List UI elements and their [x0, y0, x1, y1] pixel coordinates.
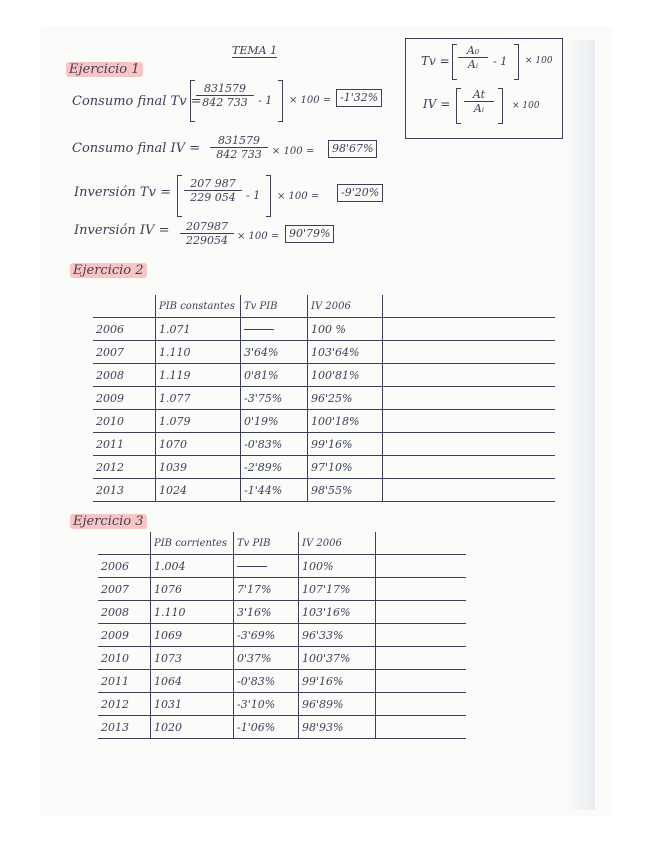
table-row — [93, 433, 555, 456]
cell-year: 2011 — [93, 433, 156, 456]
cell-empty — [376, 624, 467, 647]
table-row — [98, 716, 466, 739]
ex1-row4-numerator: 207987 — [180, 220, 234, 234]
table-row — [93, 456, 555, 479]
ex1-row3-fraction — [184, 177, 242, 204]
header-tv: Tv PIB — [241, 295, 308, 318]
table-header-row — [93, 295, 555, 318]
cell-pib: 1073 — [151, 647, 234, 670]
cell-empty — [383, 479, 556, 502]
header-empty — [376, 532, 467, 555]
table-row — [98, 647, 466, 670]
ex1-row2-label: Consumo final IV = — [72, 141, 201, 156]
table-row — [93, 318, 555, 341]
cell-pib: 1.077 — [156, 387, 241, 410]
table-row — [93, 364, 555, 387]
ex1-row1-fraction — [196, 82, 254, 109]
table-row — [98, 578, 466, 601]
cell-iv: 103'64% — [308, 341, 383, 364]
cell-iv: 99'16% — [299, 670, 376, 693]
cell-year: 2008 — [93, 364, 156, 387]
cell-pib: 1.110 — [156, 341, 241, 364]
table-row — [98, 555, 466, 578]
header-iv: IV 2006 — [308, 295, 383, 318]
cell-pib: 1039 — [156, 456, 241, 479]
cell-pib: 1031 — [151, 693, 234, 716]
cell-tv: -2'89% — [241, 456, 308, 479]
dash-mark — [237, 566, 267, 567]
formula-tv-multiplier: × 100 — [525, 56, 553, 66]
cell-iv: 96'25% — [308, 387, 383, 410]
ex1-row1-multiplier: × 100 = — [289, 95, 332, 106]
cell-iv: 96'33% — [299, 624, 376, 647]
formula-iv-label: IV = — [423, 97, 451, 111]
cell-iv: 107'17% — [299, 578, 376, 601]
cell-tv: 0'37% — [234, 647, 299, 670]
cell-iv: 96'89% — [299, 693, 376, 716]
cell-iv: 100'18% — [308, 410, 383, 433]
cell-tv — [234, 555, 299, 578]
cell-year: 2013 — [98, 716, 151, 739]
cell-year: 2006 — [98, 555, 151, 578]
table-row — [93, 410, 555, 433]
ex1-row3-result: -9'20% — [337, 184, 383, 202]
cell-iv: 100% — [299, 555, 376, 578]
formula-tv-minus-one: - 1 — [493, 55, 508, 68]
cell-tv: -1'06% — [234, 716, 299, 739]
ex1-row3-multiplier: × 100 = — [277, 191, 320, 202]
cell-tv: 3'64% — [241, 341, 308, 364]
ex1-row4-result: 90'79% — [285, 225, 334, 243]
cell-year: 2010 — [93, 410, 156, 433]
cell-empty — [376, 716, 467, 739]
cell-year: 2007 — [93, 341, 156, 364]
table-row — [93, 479, 555, 502]
cell-tv — [241, 318, 308, 341]
ex1-row2-fraction — [210, 134, 268, 161]
cell-empty — [383, 410, 556, 433]
table-row — [98, 670, 466, 693]
cell-tv: 0'19% — [241, 410, 308, 433]
table-row — [98, 624, 466, 647]
cell-empty — [383, 318, 556, 341]
formula-iv-fraction — [464, 88, 494, 115]
ex1-row1-numerator: 831579 — [196, 82, 254, 96]
exercise-1-heading: Ejercicio 1 — [66, 62, 143, 77]
cell-pib: 1.110 — [151, 601, 234, 624]
ex1-row1-label: Consumo final Tv = — [72, 94, 202, 109]
cell-year: 2012 — [98, 693, 151, 716]
cell-tv: -3'69% — [234, 624, 299, 647]
ex1-row3-bracket-left — [177, 175, 182, 217]
cell-empty — [383, 387, 556, 410]
cell-empty — [376, 578, 467, 601]
cell-empty — [383, 341, 556, 364]
ex1-row4-denominator: 229054 — [186, 234, 228, 247]
formula-tv-bracket-left — [452, 44, 457, 80]
formula-tv-fraction — [458, 44, 488, 71]
cell-empty — [376, 601, 467, 624]
formula-tv-label: Tv = — [421, 54, 450, 68]
ex1-row3-denominator: 229 054 — [190, 191, 236, 204]
ex1-row2-denominator: 842 733 — [216, 148, 262, 161]
header-year — [93, 295, 156, 318]
ex1-row3-label: Inversión Tv = — [74, 185, 171, 200]
ex1-row2-multiplier: × 100 = — [272, 146, 315, 157]
table-row — [98, 601, 466, 624]
cell-iv: 99'16% — [308, 433, 383, 456]
cell-year: 2010 — [98, 647, 151, 670]
cell-iv: 100'37% — [299, 647, 376, 670]
formula-iv-numerator: At — [464, 88, 494, 102]
cell-pib: 1064 — [151, 670, 234, 693]
cell-tv: -3'75% — [241, 387, 308, 410]
exercise-3-heading: Ejercicio 3 — [70, 514, 147, 529]
formula-iv-bracket-left — [456, 88, 461, 124]
cell-pib: 1024 — [156, 479, 241, 502]
cell-pib: 1076 — [151, 578, 234, 601]
cell-year: 2013 — [93, 479, 156, 502]
ex1-row3-minus-one: - 1 — [246, 189, 261, 202]
header-year — [98, 532, 151, 555]
cell-iv: 98'93% — [299, 716, 376, 739]
cell-tv: -3'10% — [234, 693, 299, 716]
cell-pib: 1070 — [156, 433, 241, 456]
cell-year: 2009 — [93, 387, 156, 410]
table-header-row — [98, 532, 466, 555]
page-title: TEMA 1 — [232, 44, 278, 57]
page-edge-shadow — [565, 40, 595, 810]
cell-empty — [376, 555, 467, 578]
cell-tv: -0'83% — [241, 433, 308, 456]
exercise-2-heading: Ejercicio 2 — [70, 263, 147, 278]
cell-tv: 3'16% — [234, 601, 299, 624]
cell-year: 2009 — [98, 624, 151, 647]
cell-year: 2011 — [98, 670, 151, 693]
ex1-row1-bracket-left — [190, 80, 195, 122]
cell-year: 2006 — [93, 318, 156, 341]
cell-pib: 1069 — [151, 624, 234, 647]
cell-empty — [376, 670, 467, 693]
formula-iv-denominator: Aᵢ — [473, 102, 485, 115]
cell-pib: 1.119 — [156, 364, 241, 387]
header-empty — [383, 295, 556, 318]
cell-pib: 1.079 — [156, 410, 241, 433]
table-row — [93, 387, 555, 410]
cell-tv: -0'83% — [234, 670, 299, 693]
ex1-row1-result: -1'32% — [336, 89, 382, 107]
cell-pib: 1.004 — [151, 555, 234, 578]
dash-mark — [244, 329, 274, 330]
cell-empty — [383, 433, 556, 456]
cell-empty — [383, 364, 556, 387]
ex1-row2-numerator: 831579 — [210, 134, 268, 148]
table-row — [93, 341, 555, 364]
cell-iv: 98'55% — [308, 479, 383, 502]
formula-iv-bracket-right — [498, 88, 503, 124]
cell-year: 2012 — [93, 456, 156, 479]
formula-iv-multiplier: × 100 — [512, 101, 540, 111]
header-iv: IV 2006 — [299, 532, 376, 555]
cell-iv: 100'81% — [308, 364, 383, 387]
cell-tv: 7'17% — [234, 578, 299, 601]
cell-pib: 1.071 — [156, 318, 241, 341]
cell-empty — [383, 456, 556, 479]
ex1-row3-numerator: 207 987 — [184, 177, 242, 191]
cell-year: 2008 — [98, 601, 151, 624]
ex1-row4-multiplier: × 100 = — [237, 231, 280, 242]
ex1-row4-fraction — [180, 220, 234, 247]
cell-iv: 103'16% — [299, 601, 376, 624]
ex1-row2-result: 98'67% — [328, 140, 377, 158]
exercise-2-table — [93, 295, 555, 502]
ex1-row1-denominator: 842 733 — [202, 96, 248, 109]
cell-year: 2007 — [98, 578, 151, 601]
ex1-row3-bracket-right — [266, 175, 271, 217]
cell-iv: 97'10% — [308, 456, 383, 479]
header-pib: PIB constantes — [156, 295, 241, 318]
cell-iv: 100 % — [308, 318, 383, 341]
ex1-row1-bracket-right — [278, 80, 283, 122]
formula-tv-denominator: Aᵢ — [467, 58, 479, 71]
ex1-row1-minus-one: - 1 — [258, 94, 273, 107]
table-row — [98, 693, 466, 716]
formula-tv-numerator: A₀ — [458, 44, 488, 58]
cell-tv: 0'81% — [241, 364, 308, 387]
cell-empty — [376, 647, 467, 670]
cell-pib: 1020 — [151, 716, 234, 739]
cell-tv: -1'44% — [241, 479, 308, 502]
header-pib: PIB corrientes — [151, 532, 234, 555]
cell-empty — [376, 693, 467, 716]
formula-tv-bracket-right — [514, 44, 519, 80]
header-tv: Tv PIB — [234, 532, 299, 555]
ex1-row4-label: Inversión IV = — [74, 223, 170, 238]
exercise-3-table — [98, 532, 466, 739]
